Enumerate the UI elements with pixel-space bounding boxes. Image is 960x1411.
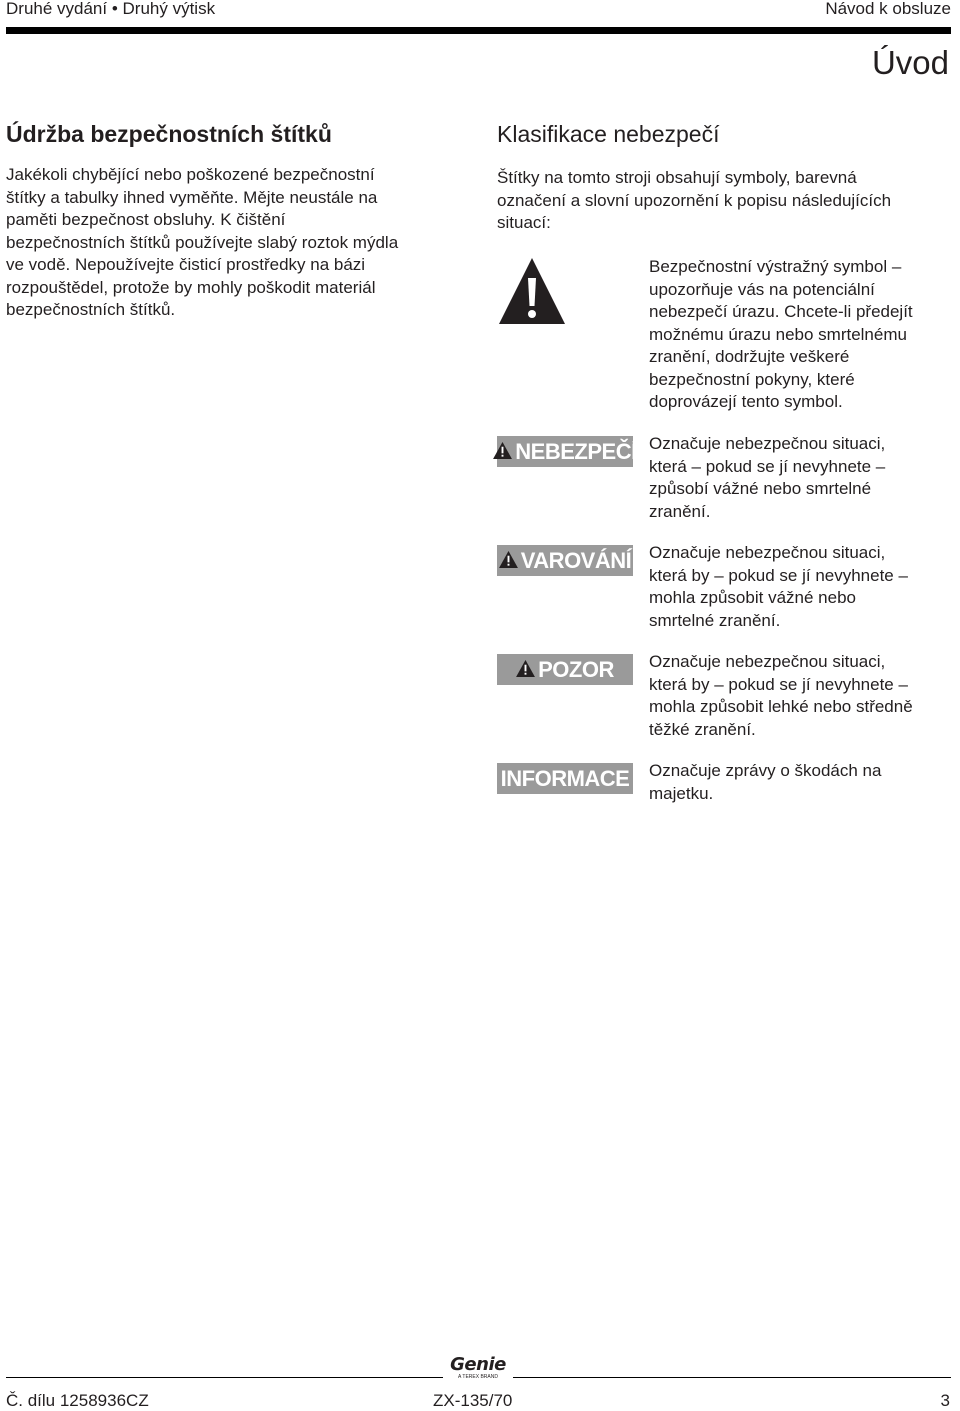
warning-label-text: VAROVÁNÍ xyxy=(520,547,632,573)
text-line: možnému úrazu nebo smrtelnému xyxy=(649,324,907,344)
text-line: štítky a tabulky ihned vyměňte. Mějte neustále na xyxy=(6,187,378,207)
left-paragraph xyxy=(6,164,456,322)
text-line: Označuje nebezpečnou situaci, xyxy=(649,543,886,562)
text-line: která by – pokud se jí nevyhnete – xyxy=(649,565,908,585)
text-line: označení a slovní upozornění k popisu následujících xyxy=(497,190,892,210)
hazard-description xyxy=(649,433,949,523)
text-line: která – pokud se jí nevyhnete – xyxy=(649,456,886,476)
text-line: mohla způsobit lehké nebo středně xyxy=(649,697,913,716)
left-column xyxy=(6,120,456,322)
caution-label-text: POZOR xyxy=(538,656,614,682)
footer-model: ZX-135/70 xyxy=(433,1391,513,1410)
text-line: Označuje zprávy o škodách na xyxy=(649,761,882,780)
text-line: smrtelné zranění. xyxy=(649,610,781,630)
text-line: ve vodě. Nepoužívejte čisticí prostředky na bázi xyxy=(6,255,366,274)
page-header-right: Návod k obsluze xyxy=(825,0,951,18)
text-line: rozpouštědel, protože by mohly poškodit materiál xyxy=(6,277,376,297)
text-line: doprovázejí tento symbol. xyxy=(649,392,843,411)
warning-triangle-icon xyxy=(499,548,518,574)
notice-label-text: INFORMACE xyxy=(500,765,630,791)
hazard-description xyxy=(649,651,949,741)
intro-paragraph xyxy=(497,167,952,235)
genie-logo xyxy=(443,1356,513,1380)
warning-label xyxy=(497,545,633,576)
warning-triangle-icon xyxy=(516,657,535,683)
text-line: bezpečnostních štítků používejte slabý roztok mýdla xyxy=(6,232,399,252)
header-rule xyxy=(6,27,951,34)
text-line: která by – pokud se jí nevyhnete – xyxy=(649,674,908,694)
warning-triangle-icon xyxy=(497,256,567,331)
right-column xyxy=(497,120,952,803)
logo-name: Genie xyxy=(450,1354,506,1375)
text-line: bezpečnostních štítků. xyxy=(6,300,176,319)
logo-tagline: A TEREX BRAND xyxy=(458,1374,498,1380)
footer-part-number: Č. dílu 1258936CZ xyxy=(6,1391,149,1410)
text-line: nebezpečí úrazu. Chcete-li předejít xyxy=(649,302,913,321)
warning-triangle-icon xyxy=(493,439,512,465)
text-line: bezpečnostní pokyny, které xyxy=(649,369,855,389)
hazard-description xyxy=(649,542,949,632)
page-number: 3 xyxy=(940,1391,950,1410)
notice-label xyxy=(497,763,633,794)
text-line: těžké zranění. xyxy=(649,719,756,739)
caution-label xyxy=(497,654,633,685)
hazard-description xyxy=(649,256,949,414)
text-line: Bezpečnostní výstražný symbol – xyxy=(649,257,902,276)
danger-label-text: NEBEZPEČÍ xyxy=(515,438,637,464)
text-line: Jakékoli chybějící nebo poškozené bezpečnostní xyxy=(6,165,375,184)
text-line: upozorňuje vás na potenciální xyxy=(649,279,875,299)
page-header-left: Druhé vydání • Druhý výtisk xyxy=(6,0,216,18)
text-line: Štítky na tomto stroji obsahují symboly, barevná xyxy=(497,168,857,187)
text-line: mohla způsobit vážné nebo xyxy=(649,588,856,607)
text-line: majetku. xyxy=(649,783,714,803)
text-line: Označuje nebezpečnou situaci, xyxy=(649,434,886,453)
text-line: způsobí vážné nebo smrtelné xyxy=(649,479,872,498)
text-line: zranění, dodržujte veškeré xyxy=(649,347,850,366)
danger-label xyxy=(497,436,637,467)
text-line: zranění. xyxy=(649,501,711,521)
text-line: paměti bezpečnost obsluhy. K čištění xyxy=(6,210,286,229)
hazard-description xyxy=(649,760,949,805)
section-title: Úvod xyxy=(871,44,949,81)
left-heading: Údržba bezpečnostních štítků xyxy=(6,121,332,147)
right-heading: Klasifikace nebezpečí xyxy=(497,121,720,147)
text-line: Označuje nebezpečnou situaci, xyxy=(649,652,886,671)
text-line: situací: xyxy=(497,213,551,232)
